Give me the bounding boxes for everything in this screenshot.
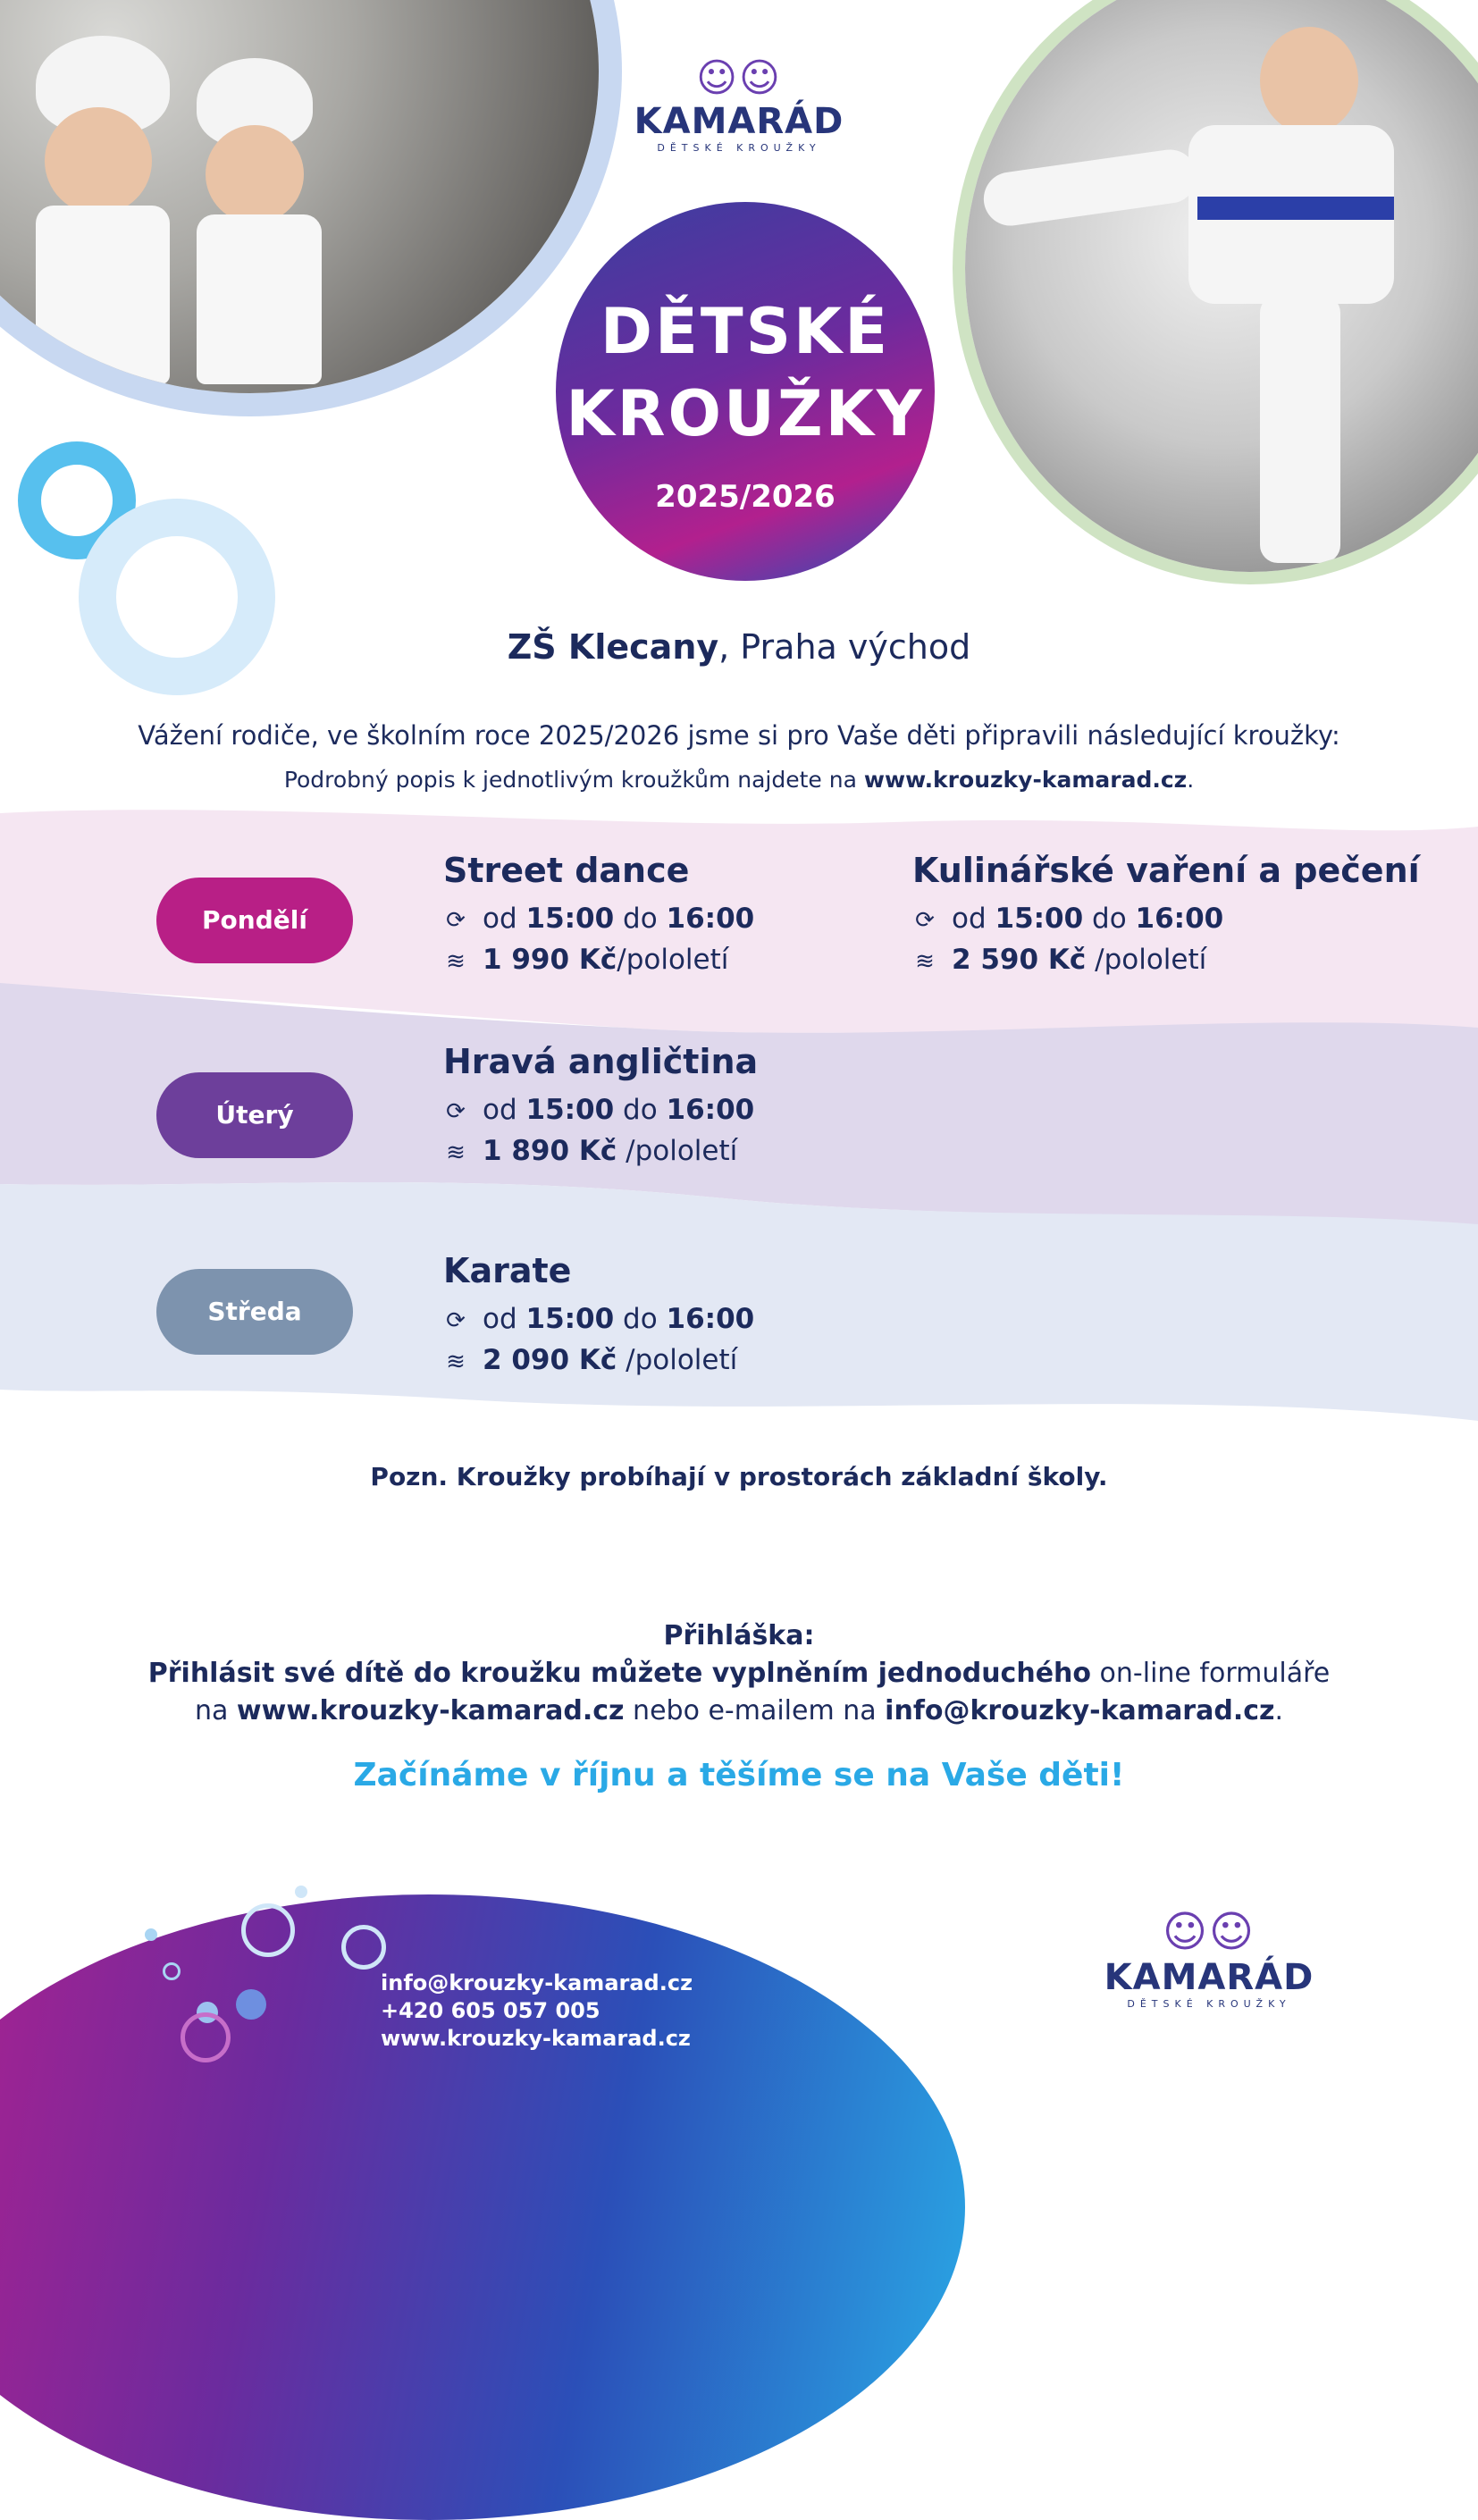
price-per: /pololetí [617,944,729,976]
signup-line2-a: na [194,1695,237,1726]
kids-faces-icon: ☺☺ [1162,1907,1256,1957]
day-pill-monday: Pondělí [156,878,353,963]
time-to: 16:00 [666,1094,755,1126]
decor-bubble [163,1962,181,1980]
child-face-right [206,125,304,223]
coins-icon: ≋ [446,1139,466,1166]
decor-bubble [236,1989,266,2020]
price-value: 2 590 Kč [952,944,1087,976]
time-od: od [483,903,526,935]
time-do: do [614,1303,667,1335]
time-from: 15:00 [525,903,615,935]
brand-name: KAMARÁD [634,101,844,142]
contact-phone[interactable]: +420 605 057 005 [381,1998,600,2023]
signup-heading: Přihláška: [663,1620,815,1651]
contact-email[interactable]: info@krouzky-kamarad.cz [381,1970,693,1995]
decor-bubble [341,1925,386,1970]
course-price-english [443,1135,737,1167]
course-price-cooking [912,944,1206,976]
course-title-karate: Karate [443,1251,572,1290]
clock-icon: ⟳ [446,1098,466,1125]
time-to: 16:00 [666,903,755,935]
child-face-left [45,107,152,214]
time-do: do [1083,903,1136,935]
apron-left [36,206,170,384]
brand-tagline: DĚTSKÉ KROUŽKY [657,142,821,154]
course-title-cooking: Kulinářské vaření a pečení [912,851,1420,890]
kids-faces-icon: ☺☺ [696,55,782,101]
course-price-karate [443,1344,737,1376]
price-per: /pololetí [617,1135,738,1167]
course-price-street-dance [443,944,728,976]
day-pill-tuesday: Úterý [156,1072,353,1158]
coins-icon: ≋ [915,948,935,975]
karate-belt [1197,197,1394,220]
price-value: 1 890 Kč [483,1135,617,1167]
brand-logo-bottom [1097,1907,1321,2010]
signup-line1-bold: Přihlásit své dítě do kroužku můžete vyplněním jednoduchého [147,1658,1092,1689]
course-time-english [443,1094,754,1126]
boy-face [1260,27,1358,134]
signup-line2-c: . [1274,1695,1284,1726]
signup-line2-b: nebo e-mailem na [624,1695,886,1726]
clock-icon: ⟳ [446,1307,466,1334]
decor-bubble [181,2012,231,2062]
time-from: 15:00 [995,903,1084,935]
course-title-street-dance: Street dance [443,851,690,890]
time-od: od [483,1094,526,1126]
clock-icon: ⟳ [915,907,935,934]
day-pill-wednesday: Středa [156,1269,353,1355]
location-note: Pozn. Kroužky probíhají v prostorách základní školy. [370,1462,1108,1491]
price-value: 2 090 Kč [483,1344,617,1376]
time-od: od [483,1303,526,1335]
signup-line1-rest: on-line formuláře [1091,1658,1331,1689]
course-time-cooking [912,903,1223,935]
brand-logo-top [622,55,856,154]
coins-icon: ≋ [446,948,466,975]
school-name: ZŠ Klecany [507,627,719,667]
slogan: Začínáme v říjnu a těšíme se na Vaše děti! [353,1757,1125,1793]
clock-icon: ⟳ [446,907,466,934]
title-badge [556,202,935,581]
karate-leg-kick [980,147,1200,230]
decor-bubble [241,1903,295,1957]
signup-block [0,1617,1478,1730]
time-to: 16:00 [666,1303,755,1335]
price-per: /pololetí [617,1344,738,1376]
badge-year: 2025/2026 [655,479,836,515]
price-per: /pololetí [1086,944,1207,976]
school-location: , Praha východ [718,627,971,667]
school-heading [0,627,1478,667]
decor-bubble [145,1928,157,1941]
time-from: 15:00 [525,1303,615,1335]
time-from: 15:00 [525,1094,615,1126]
karate-leg-stand [1260,295,1340,563]
time-od: od [952,903,995,935]
intro-detail-prefix: Podrobný popis k jednotlivým kroužkům najdete na [283,767,864,793]
signup-email-link[interactable]: info@krouzky-kamarad.cz [885,1695,1275,1726]
photo-children-baking [0,0,599,393]
course-time-street-dance [443,903,754,935]
badge-title-line1: DĚTSKÉ [600,295,891,368]
intro-detail [0,767,1478,793]
price-value: 1 990 Kč [483,944,617,976]
intro-detail-suffix: . [1187,767,1195,793]
brand-tagline: DĚTSKÉ KROUŽKY [1127,1998,1291,2010]
intro-detail-link[interactable]: www.krouzky-kamarad.cz [863,767,1188,793]
course-time-karate [443,1303,754,1335]
signup-web-link[interactable]: www.krouzky-kamarad.cz [236,1695,625,1726]
intro-greeting: Vážení rodiče, ve školním roce 2025/2026 jsme si pro Vaše děti připravili následující kroužky: [138,720,1340,751]
contact-web[interactable]: www.krouzky-kamarad.cz [381,2026,691,2051]
brand-name: KAMARÁD [1104,1957,1314,1998]
course-title-english: Hravá angličtina [443,1042,759,1081]
badge-title-line2: KROUŽKY [566,377,925,450]
apron-right [197,214,322,384]
time-do: do [614,1094,667,1126]
photo-karate-boy [965,0,1478,572]
coins-icon: ≋ [446,1348,466,1375]
time-to: 16:00 [1135,903,1224,935]
decor-bubble [295,1886,307,1898]
time-do: do [614,903,667,935]
